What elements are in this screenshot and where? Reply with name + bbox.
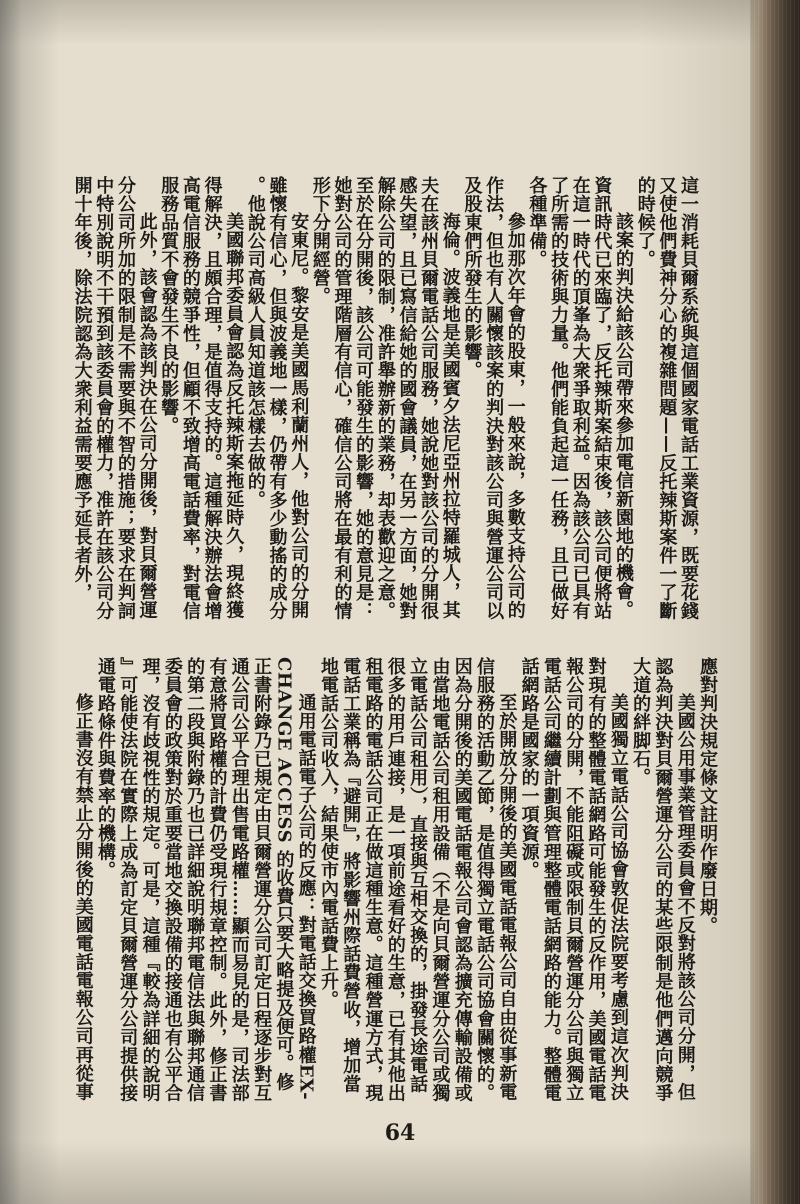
text-column: 至於開放分開後的美國電話電報公司自由從事新電 xyxy=(496,693,518,1102)
text-column: 很多的用戶連接，是一項前途看好的生意，已有其他出 xyxy=(384,657,406,1103)
text-column: 雖懷有信心，但與波義地一樣，仍帶有多少動搖的成分 xyxy=(266,176,288,620)
text-column: 各種準備。 xyxy=(526,176,548,269)
text-column: 委員會的政策對於重要當地交換設備的接通也有公平合 xyxy=(161,657,183,1103)
text-column: 理，沒有歧視性的規定。可是，這種『較為詳細的說明 xyxy=(139,657,161,1103)
text-column: 感失望，且已寫信給她的國會議員，在另一方面，她對 xyxy=(396,176,418,620)
text-column: 電話公司繼續計劃與管理整體電話網路的能力。整體電 xyxy=(540,657,562,1103)
text-column: 形下分開經營。 xyxy=(309,176,331,306)
text-column: 』可能使法院在實際上成為訂定貝爾營運分公司提供接 xyxy=(117,657,139,1103)
text-column: 租電路的電話公司正在做這種生意。這種營運方式，現 xyxy=(362,657,384,1103)
text-column: 通公司公平合理出售電路權……顯而易見的是，司法部 xyxy=(228,657,250,1103)
text-column: 海倫。波義地是美國賓夕法尼亞州拉特羅城人，其 xyxy=(439,212,461,619)
text-column: 高電信服務的競爭性，但顧不致增高電話費率，對電信 xyxy=(179,176,201,620)
text-column: 應對判決規定條文註明作廢日期。 xyxy=(697,657,718,936)
text-column: 話網路是國家的一項資源。 xyxy=(518,657,540,880)
text-column: 中特別說明不干預到該委員會的權力，准許在該公司分 xyxy=(93,176,115,620)
text-column: 開十年後，除法院認為大衆利益需要應予延長者外， xyxy=(71,176,93,602)
text-column: 美國聯邦委員會認為反托辣斯案拖延時久，現終獲 xyxy=(223,212,245,619)
text-column: 有意將買路權的計費仍受現行規章控制。此外，修正書 xyxy=(206,657,228,1103)
text-column: 由當地電話公司租用設備（不是向貝爾營運分公司或獨 xyxy=(429,657,451,1103)
text-column: 作法，但也有人關懷該案的判決對該公司與營運公司以 xyxy=(483,176,505,620)
text-column: 通用電話電子公司的反應：對電話交換買路權EX- xyxy=(295,693,317,1101)
lower-text-block xyxy=(71,657,718,1105)
text-column: 美國公用事業管理委員會不反對將該公司分開，但 xyxy=(674,693,696,1102)
book-gutter xyxy=(750,0,800,1204)
text-column: 安東尼。黎安是美國馬利蘭州人，他對公司的分開 xyxy=(288,212,310,619)
text-column: 的第二段與附錄乃也已詳細說明聯邦電信法與聯邦通信 xyxy=(184,657,206,1103)
text-column: 參加那次年會的股東，一般來說，多數支持公司的 xyxy=(504,212,526,619)
text-column: 又使他們費神分心的複雜問題——反托辣斯案件一了斷 xyxy=(656,176,678,620)
text-column: 了所需的技術與力量。他們能負起這一任務，且已做好 xyxy=(548,176,570,620)
text-column: 該案的判決給該公司帶來參加電信新園地的機會。 xyxy=(613,212,635,619)
text-column: 這一消耗貝爾系統與這個國家電話工業資源，既要花錢 xyxy=(678,176,699,620)
text-column: 地電話公司收入，結果使市內電話費上升。 xyxy=(317,657,339,1010)
text-column: 修正書沒有禁止分開後的美國電話電報公司再從事 xyxy=(72,693,94,1102)
text-column: 的時候了。 xyxy=(634,176,656,269)
page-number: 64 xyxy=(384,1120,416,1146)
text-column: 因為分開後的美國電話電報公司會認為擴充傳輸設備或 xyxy=(451,657,473,1103)
text-column: 通電路條件與費率的機構。 xyxy=(94,657,116,880)
text-column: 得解決，且頗合理，是值得支持的。這種解決辦法會增 xyxy=(201,176,223,620)
text-column: 。他說公司高級人員知道該怎樣去做的。 xyxy=(244,176,266,509)
text-column: 大道的絆脚石。 xyxy=(630,657,652,787)
text-column: 服務品質不會發生不良的影響。 xyxy=(158,176,180,435)
text-column: 在這一時代的頂峯為大衆爭取利益。因為該公司已具有 xyxy=(569,176,591,620)
text-column: 資訊時代已來臨了，反托辣斯案結束後，該公司便將站 xyxy=(591,176,613,620)
text-column: 分公司所加的限制是不需要與不智的措施；要求在判詞 xyxy=(114,176,136,620)
text-column: 及股東們所發生的影響。 xyxy=(461,176,483,380)
text-column: 對現有的整體電話網路可能發生的反作用，美國電話電 xyxy=(585,657,607,1103)
text-column: 美國獨立電話公司協會敦促法院要考慮到這次判決 xyxy=(607,693,629,1102)
text-column: 認為判決對貝爾營運分公司的某些限制是他們邁向競爭 xyxy=(652,657,674,1103)
text-column: 電話工業稱為『避開』，將影響州際話費營收，增加當 xyxy=(340,657,362,1094)
text-column: 報公司的分開，不能阻礙或限制貝爾營運分公司與獨立 xyxy=(563,657,585,1103)
text-column: 至於在分開後，該公司可能發生的影響，她的意見是： xyxy=(353,176,375,620)
text-column: 她對公司的管理階層有信心，確信公司將在最有利的情 xyxy=(331,176,353,620)
text-column: CHANGE ACCESS 的收費只要大略提及便可。修 xyxy=(273,657,295,1092)
text-column: 立電話公司租用），直接與互相交換的，掛發長途電話 xyxy=(407,657,429,1094)
text-column: 正書附錄乃已規定由貝爾營運分公司訂定日程逐步對互 xyxy=(251,657,273,1103)
text-column: 信服務的活動乙節，是值得獨立電話公司協會關懷的。 xyxy=(474,657,496,1103)
text-column: 此外，該會認為該判決在公司分開後，對貝爾營運 xyxy=(136,212,158,619)
upper-text-block xyxy=(71,176,699,622)
text-column: 夫在該州貝爾電話公司服務，她說她對該公司的分開很 xyxy=(418,176,440,620)
text-column: 解除公司的限制，准許舉辦新的業務，却表歡迎之意。 xyxy=(374,176,396,620)
